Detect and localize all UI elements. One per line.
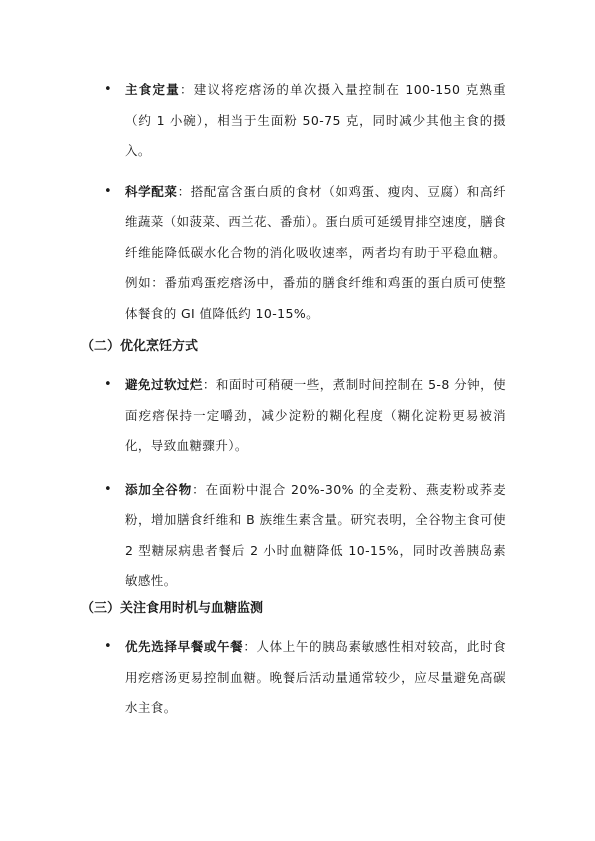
section-heading-cooking: （二）优化烹饪方式 xyxy=(81,339,199,354)
label-separator: ： xyxy=(192,481,206,497)
bullet-icon: • xyxy=(104,82,112,97)
bullet-list-diet-control xyxy=(0,75,506,329)
item-label: 科学配菜 xyxy=(125,183,178,199)
item-label: 避免过软过烂 xyxy=(125,377,203,392)
paragraph xyxy=(125,177,506,330)
list-item-side-dishes xyxy=(0,177,506,330)
bullet-icon: • xyxy=(104,183,112,199)
section-heading-timing: （三）关注食用时机与血糖监测 xyxy=(81,601,264,616)
item-text: 和面时可稍硬一些，煮制时间控制在 5-8 分钟，使面疙瘩保持一定嚼劲，减少淀粉的糊化程度（糊化淀粉更易被消化，导致血糖骤升）。 xyxy=(125,377,506,453)
item-text: 搭配富含蛋白质的食材（如鸡蛋、瘦肉、豆腐）和高纤维蔬菜（如菠菜、西兰花、番茄）。蛋白质可延缓胃排空速度，膳食纤维能降低碳水化合物的消化吸收速率，两者均有助于平稳血糖。例如：番茄鸡蛋疙瘩汤中，番茄的膳食纤维和鸡蛋的蛋白质可使整体餐食的 GI 值降低约 10-15%。 xyxy=(125,183,506,321)
paragraph xyxy=(125,75,506,167)
label-separator: ： xyxy=(243,639,257,654)
item-text: 人体上午的胰岛素敏感性相对较高，此时食用疙瘩汤更易控制血糖。晚餐后活动量通常较少，应尽量避免高碳水主食。 xyxy=(125,639,506,715)
bullet-icon: • xyxy=(104,639,112,654)
bullet-icon: • xyxy=(104,377,112,392)
paragraph xyxy=(125,370,506,462)
item-text: 在面粉中混合 20%-30% 的全麦粉、燕麦粉或荞麦粉，增加膳食纤维和 B 族维生素含量。研究表明，全谷物主食可使 2 型糖尿病患者餐后 2 小时血糖降低 10-15%，同时改善胰岛素敏感性。 xyxy=(125,481,506,588)
bullet-list-timing xyxy=(0,632,506,724)
list-item-meal-timing xyxy=(0,632,506,724)
bullet-icon: • xyxy=(104,481,112,497)
paragraph xyxy=(125,632,506,724)
label-separator: ： xyxy=(180,82,194,97)
item-label: 添加全谷物 xyxy=(125,481,193,497)
item-text: 建议将疙瘩汤的单次摄入量控制在 100-150 克熟重（约 1 小碗），相当于生面粉 50-75 克，同时减少其他主食的摄入。 xyxy=(125,82,507,158)
label-separator: ： xyxy=(202,377,216,392)
item-label: 主食定量 xyxy=(125,82,181,97)
paragraph xyxy=(125,475,506,597)
bullet-list-cooking xyxy=(0,370,506,597)
item-label: 优先选择早餐或午餐 xyxy=(125,639,244,654)
label-separator: ： xyxy=(177,183,191,199)
list-item-whole-grains xyxy=(0,475,506,597)
list-item-avoid-overcooking xyxy=(0,370,506,462)
list-item-staple-portion xyxy=(0,75,506,167)
